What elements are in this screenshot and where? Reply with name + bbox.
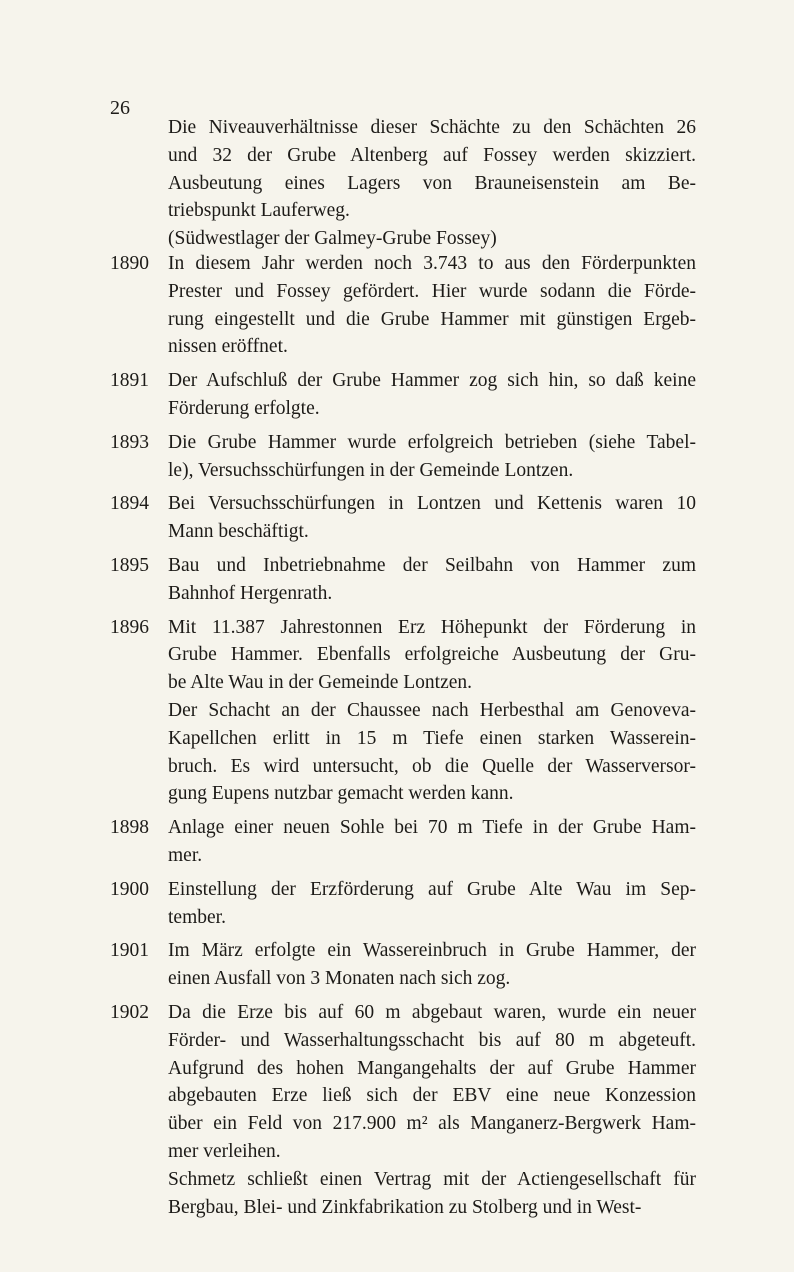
intro-line: Ausbeutung eines Lagers von Brauneisenstein am Be- (168, 172, 696, 194)
entry-line: mer verleihen. (168, 1140, 281, 1162)
entry-line: be Alte Wau in der Gemeinde Lontzen. (168, 672, 473, 694)
entry-year: 1894 (110, 493, 149, 515)
chronology-entry (110, 250, 700, 361)
entry-line: Da die Erze bis auf 60 m abgebaut waren, wurde ein neuer (168, 1001, 696, 1023)
intro-line: (Südwestlager der Galmey-Grube Fossey) (168, 228, 497, 250)
entry-line: Förder- und Wasserhaltungsschacht bis auf 80 m abgeteuft. (168, 1029, 696, 1051)
chronology-entry (110, 814, 700, 870)
entry-year: 1896 (110, 616, 149, 638)
entry-line: Kapellchen erlitt in 15 m Tiefe einen starken Wasserein- (168, 727, 696, 749)
entry-line: Der Aufschluß der Grube Hammer zog sich hin, so daß keine (168, 370, 696, 392)
entry-line: Bergbau, Blei- und Zinkfabrikation zu Stolberg und in West- (168, 1196, 642, 1218)
entry-line: rung eingestellt und die Grube Hammer mit günstigen Ergeb- (168, 308, 696, 330)
intro-paragraph (168, 114, 696, 253)
entry-year: 1898 (110, 817, 149, 839)
page-number: 26 (110, 97, 130, 119)
chronology-entry (110, 552, 700, 608)
entry-text (168, 490, 696, 546)
entry-line: Die Grube Hammer wurde erfolgreich betrieben (siehe Tabel- (168, 431, 696, 453)
intro-line: triebspunkt Lauferweg. (168, 200, 350, 222)
entry-line: Einstellung der Erzförderung auf Grube Alte Wau im Sep- (168, 878, 696, 900)
entry-text (168, 250, 696, 361)
entry-line: Schmetz schließt einen Vertrag mit der Actiengesellschaft für (168, 1168, 696, 1190)
entry-year: 1900 (110, 878, 149, 900)
entry-year: 1893 (110, 431, 149, 453)
entry-line: Bei Versuchsschürfungen in Lontzen und Kettenis waren 10 (168, 493, 696, 515)
entry-year: 1890 (110, 253, 149, 274)
entry-year: 1901 (110, 940, 149, 962)
entry-line: Grube Hammer. Ebenfalls erfolgreiche Ausbeutung der Gru- (168, 644, 696, 666)
entry-text (168, 367, 696, 423)
entry-line: Bau und Inbetriebnahme der Seilbahn von Hammer zum (168, 554, 696, 576)
entry-line: gung Eupens nutzbar gemacht werden kann. (168, 783, 514, 805)
entry-text (168, 614, 696, 809)
entry-line: Aufgrund des hohen Mangangehalts der auf Grube Hammer (168, 1057, 696, 1079)
entry-line: Mit 11.387 Jahrestonnen Erz Höhepunkt der Förderung in (168, 616, 696, 638)
entry-line: tember. (168, 906, 226, 928)
entry-line: mer. (168, 844, 203, 866)
entry-line: Mann beschäftigt. (168, 521, 309, 543)
chronology-entry (110, 999, 700, 1221)
chronology-list (110, 250, 700, 1227)
entry-line: einen Ausfall von 3 Monaten nach sich zog. (168, 968, 511, 990)
chronology-entry (110, 876, 700, 932)
entry-text (168, 999, 696, 1221)
entry-text (168, 814, 696, 870)
entry-line: Prester und Fossey gefördert. Hier wurde sodann die Förde- (168, 280, 696, 302)
chronology-entry (110, 367, 700, 423)
chronology-entry (110, 429, 700, 485)
entry-text (168, 429, 696, 485)
entry-text (168, 552, 696, 608)
entry-year: 1902 (110, 1001, 149, 1023)
entry-line: Bahnhof Hergenrath. (168, 582, 333, 604)
entry-line: nissen eröffnet. (168, 336, 288, 358)
entry-year: 1891 (110, 370, 149, 392)
entry-line: über ein Feld von 217.900 m² als Manganerz-Bergwerk Ham- (168, 1113, 696, 1135)
chronology-entry (110, 614, 700, 809)
entry-line: abgebauten Erze ließ sich der EBV eine neue Konzession (168, 1085, 696, 1107)
intro-line: Die Niveauverhältnisse dieser Schächte zu den Schächten 26 (168, 117, 696, 138)
entry-line: Im März erfolgte ein Wassereinbruch in Grube Hammer, der (168, 940, 696, 962)
entry-line: le), Versuchsschürfungen in der Gemeinde Lontzen. (168, 459, 574, 481)
chronology-entry (110, 490, 700, 546)
entry-line: Der Schacht an der Chaussee nach Herbesthal am Genoveva- (168, 699, 696, 721)
entry-line: Förderung erfolgte. (168, 397, 320, 419)
entry-text (168, 876, 696, 932)
intro-line: und 32 der Grube Altenberg auf Fossey werden skizziert. (168, 144, 696, 166)
entry-text (168, 937, 696, 993)
chronology-entry (110, 937, 700, 993)
entry-line: Anlage einer neuen Sohle bei 70 m Tiefe in der Grube Ham- (168, 817, 696, 839)
entry-line: In diesem Jahr werden noch 3.743 to aus den Förderpunkten (168, 253, 696, 274)
entry-year: 1895 (110, 554, 149, 576)
entry-line: bruch. Es wird untersucht, ob die Quelle der Wasserversor- (168, 755, 696, 777)
